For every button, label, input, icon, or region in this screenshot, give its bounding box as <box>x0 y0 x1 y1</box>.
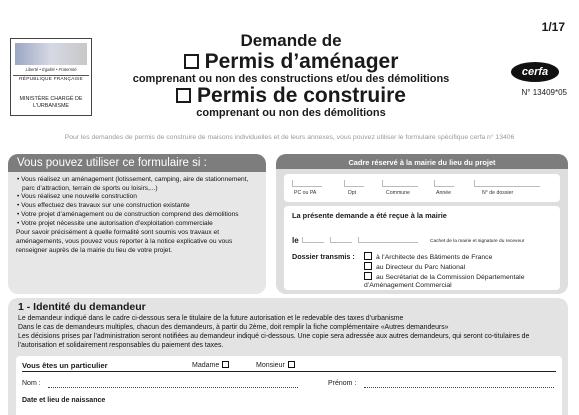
reception-statement: La présente demande a été reçue à la mairie <box>292 211 447 220</box>
maison-individuelle-note: Pour les demandes de permis de construire de maisons individuelles et de leurs annexes, vous pouvez utiliser le formulaire spécifique cerfa n° 13406 <box>64 134 515 141</box>
permis-amenager-option <box>96 51 486 73</box>
ministry-name: MINISTÈRE CHARGÉ DE L'URBANISME <box>19 96 83 109</box>
logo-motto: Liberté • Égalité • Fraternité <box>25 67 77 72</box>
reception-year-field[interactable] <box>358 237 418 243</box>
code-label: N° de dossier <box>482 190 514 196</box>
section-identite-demandeur <box>8 298 568 415</box>
particulier-heading: Vous êtes un particulier <box>22 361 108 370</box>
code-label: Année <box>436 190 452 196</box>
pc-pa-field[interactable] <box>292 180 322 187</box>
code-label: PC ou PA <box>294 190 317 196</box>
permis-construire-label: Permis de construire <box>197 84 406 108</box>
date-naissance-label: Date et lieu de naissance <box>22 397 106 404</box>
transmis-abf-checkbox[interactable] <box>364 252 372 260</box>
permis-construire-subtitle: comprenant ou non des démolitions <box>196 107 386 120</box>
usage-conditions-heading: Vous pouvez utiliser ce formulaire si : <box>8 154 266 172</box>
reception-box <box>284 206 560 290</box>
marianne-emblem-icon <box>15 43 87 65</box>
madame-label: Madame <box>192 362 220 369</box>
monsieur-label: Monsieur <box>256 362 285 369</box>
dossier-transmis-label: Dossier transmis : <box>292 252 355 261</box>
instruction-line: Le demandeur indiqué dans le cadre ci-dessous sera le titulaire de la future autorisation et le redevable des taxes d’urbanisme <box>18 315 404 322</box>
monsieur-checkbox[interactable] <box>288 361 295 368</box>
transmis-parc-checkbox[interactable] <box>364 262 372 270</box>
prenom-label: Prénom : <box>328 380 357 387</box>
nom-label: Nom : <box>22 380 41 387</box>
commune-field[interactable] <box>382 180 418 187</box>
transmis-cdac-checkbox[interactable] <box>364 272 372 280</box>
dossier-number-field[interactable] <box>474 180 540 187</box>
page-number: 1/17 <box>541 20 565 34</box>
transmis-parc-label: au Directeur du Parc National <box>376 264 466 271</box>
permis-amenager-checkbox[interactable] <box>184 54 199 69</box>
cerfa-logo: cerfa <box>511 62 559 82</box>
condition-item: • Votre projet nécessite une autorisation d’exploitation commerciale <box>17 219 213 227</box>
instruction-line: Les décisions prises par l’administration seront notifiées au demandeur indiqué ci-dessous. Une copie sera adressée aux autres demandeurs, qui seront co-titulaires de l’autorisation et solidairement responsables du paiement des taxes. <box>18 333 530 350</box>
condition-item: • Vous réalisez une nouvelle construction <box>17 193 137 201</box>
transmis-option-parc <box>364 262 465 272</box>
madame-option <box>192 361 229 369</box>
mairie-reserved-heading: Cadre réservé à la mairie du lieu du projet <box>276 154 568 169</box>
cachet-caption: Cachet de la mairie et signature du receveur <box>430 239 525 244</box>
logo-republic: RÉPUBLIQUE FRANÇAISE <box>13 75 89 82</box>
title-demande: Demande de <box>240 31 342 50</box>
form-title-block <box>96 32 486 120</box>
usage-conditions-panel <box>8 154 266 294</box>
transmis-option-abf <box>364 252 492 262</box>
reception-month-field[interactable] <box>330 237 352 243</box>
condition-item: • Vous réalisez un aménagement (lotissement, camping, aire de stationnement, parc d’attraction, terrain de sports ou loisirs,...) <box>17 176 249 192</box>
code-label: Dpt <box>348 190 357 196</box>
dpt-field[interactable] <box>344 180 364 187</box>
usage-conditions-info: Pour savoir précisément à quelle formalité sont soumis vos travaux et aménagements, vous pouvez vous reporter à la notice explicative ou vous renseigner auprès de la mairie du lieu de votre projet. <box>16 229 233 254</box>
cerfa-number: N° 13409*05 <box>521 88 567 97</box>
transmis-option-cdac <box>364 272 554 290</box>
permis-construire-checkbox[interactable] <box>176 88 191 103</box>
reception-day-field[interactable] <box>302 237 324 243</box>
section-instructions <box>18 314 558 350</box>
particulier-box <box>16 356 562 415</box>
monsieur-option <box>256 361 295 369</box>
permis-amenager-subtitle: comprenant ou non des constructions et/ou des démolitions <box>132 72 450 85</box>
code-label: Commune <box>386 190 410 196</box>
condition-item: • Votre projet d’aménagement ou de construction comprend des démolitions <box>17 210 239 218</box>
dossier-number-box <box>284 174 560 202</box>
heading-rule <box>22 371 556 372</box>
prenom-field[interactable] <box>364 387 554 388</box>
nom-field[interactable] <box>48 387 298 388</box>
instruction-line: Dans le cas de demandeurs multiples, chacun des demandeurs, à partir du 2ème, doit remplir la fiche complémentaire «Autres demandeurs» <box>18 324 449 332</box>
mairie-reserved-panel <box>276 154 568 294</box>
condition-item: • Vous effectuez des travaux sur une construction existante <box>17 202 190 210</box>
permis-amenager-label: Permis d’aménager <box>204 49 399 73</box>
madame-checkbox[interactable] <box>222 361 229 368</box>
transmis-cdac-label: au Secrétariat de la Commission Départementale d’Aménagement Commercial <box>364 274 525 290</box>
section-title: 1 - Identité du demandeur <box>18 301 146 313</box>
permis-construire-option <box>96 85 486 107</box>
reception-date-label: le <box>292 236 299 245</box>
annee-field[interactable] <box>434 180 454 187</box>
transmis-abf-label: à l’Architecte des Bâtiments de France <box>376 254 493 261</box>
